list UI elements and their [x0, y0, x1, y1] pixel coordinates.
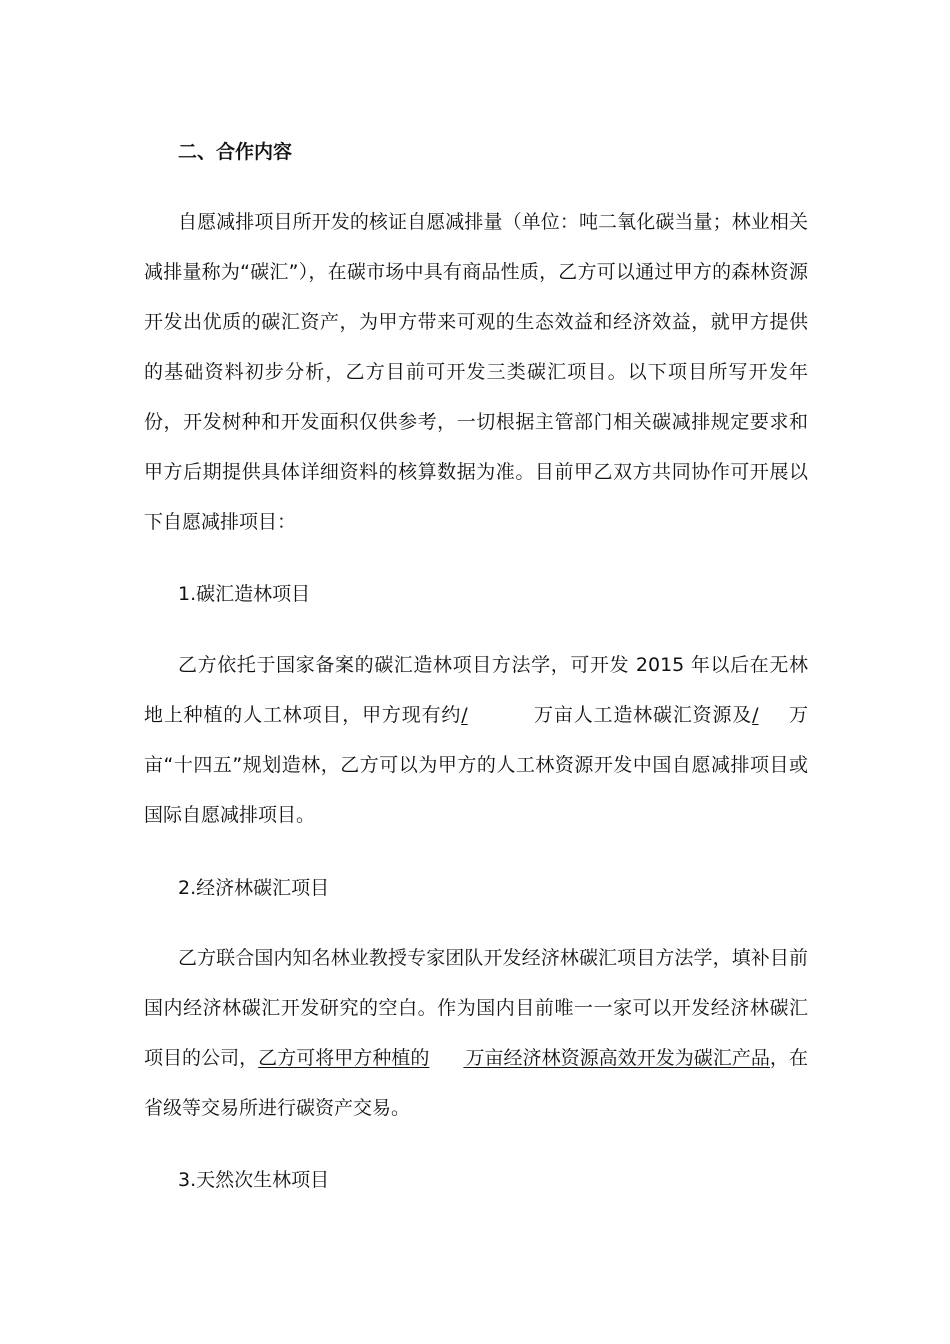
item1-title: 1.碳汇造林项目: [178, 583, 311, 605]
item1-text-b: 万亩人工造林碳汇资源及: [533, 704, 753, 726]
item2-title: 2.经济林碳汇项目: [178, 877, 330, 899]
item1-text-c: 万亩“十四五”规划造林，乙方可以为甲方的人工林资源开发中国自愿减排项目或国际自愿减排项目。: [144, 704, 808, 826]
item2-underlined-a: 乙方可将甲方种植的: [258, 1047, 430, 1069]
item1-blank-b: /: [752, 704, 759, 726]
item2-paragraph: [144, 933, 808, 1133]
intro-paragraph: 自愿减排项目所开发的核证自愿减排量（单位：吨二氧化碳当量；林业相关减排量称为“碳汇”），在碳市场中具有商品性质，乙方可以通过甲方的森林资源开发出优质的碳汇资产，为甲方带来可观的生态效益和经济效益，就甲方提供的基础资料初步分析，乙方目前可开发三类碳汇项目。以下项目所写开发年份，开发树种和开发面积仅供参考，一切根据主管部门相关碳减排规定要求和甲方后期提供具体详细资料的核算数据为准。目前甲乙双方共同协作可开展以下自愿减排项目：: [144, 211, 808, 533]
item2-underlined-b: 万亩经济林资源高效开发为碳汇产品: [465, 1047, 770, 1069]
item2-text-a: 乙方联合国内知名林业教授专家团队开发经济林碳汇项目方法学，填补目前国内经济林碳汇开发研究的空白。作为国内目前唯一一家可以开发经济林碳汇项目的公司，: [144, 947, 808, 1069]
item1-blank-a: /: [461, 704, 468, 726]
section-heading: 二、合作内容: [178, 141, 293, 163]
item2-text-b: ，在省级等交易所进行碳资产交易。: [144, 1047, 808, 1119]
item3-title: 3.天然次生林项目: [178, 1169, 330, 1191]
item1-text-a: 乙方依托于国家备案的碳汇造林项目方法学，可开发 2015 年以后在无林地上种植的人工林项目，甲方现有约: [144, 654, 808, 726]
item1-paragraph: [144, 640, 808, 840]
item2-blank: [429, 1033, 465, 1083]
